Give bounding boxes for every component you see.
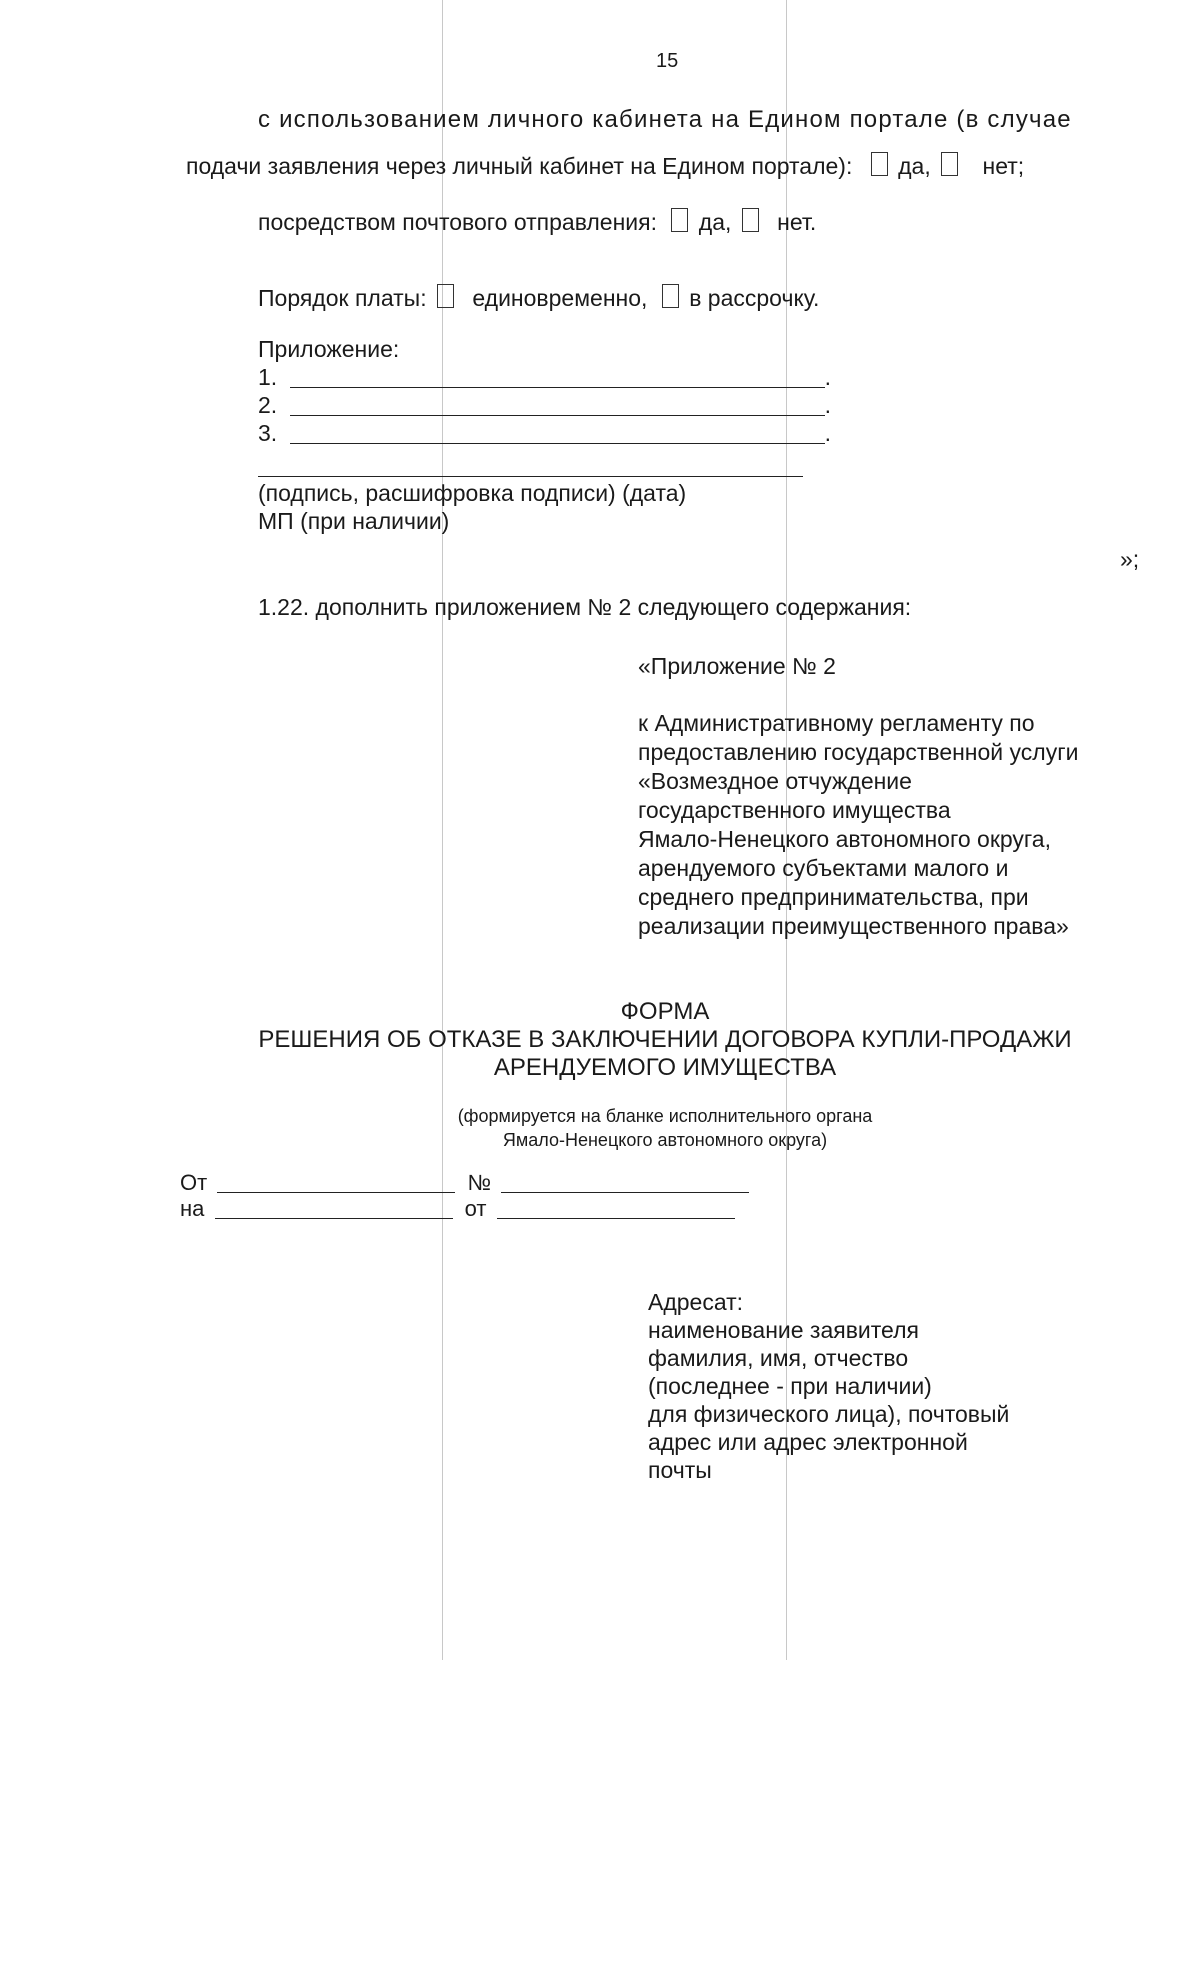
- addressee-line: Адресат:: [648, 1289, 744, 1315]
- attachment-line: «Возмездное отчуждение: [638, 768, 912, 794]
- form-note-1: (формируется на бланке исполнительного органа: [457, 1106, 873, 1126]
- post-no-checkbox[interactable]: [742, 208, 759, 232]
- reg-row-1: [180, 1170, 749, 1195]
- appendix-item-number: 2.: [258, 392, 278, 418]
- reg-row-2: [180, 1196, 735, 1221]
- payment-line: [258, 284, 819, 311]
- appendix-item-end: .: [824, 420, 831, 446]
- portal-no-checkbox[interactable]: [941, 152, 958, 176]
- addressee-line: (последнее - при наличии): [648, 1373, 932, 1399]
- payment-label: Порядок платы:: [258, 285, 427, 311]
- signature-line[interactable]: [258, 476, 803, 477]
- appendix-item-line[interactable]: [290, 387, 825, 388]
- post-yes-label: да,: [698, 209, 732, 235]
- appendix-item-number: 1.: [258, 364, 278, 390]
- attachment-line: к Административному регламенту по: [638, 710, 1035, 736]
- scan-line-left: [442, 0, 443, 1660]
- form-title-2: РЕШЕНИЯ ОБ ОТКАЗЕ В ЗАКЛЮЧЕНИИ ДОГОВОРА КУПЛИ-ПРОДАЖИ: [258, 1026, 1072, 1053]
- attachment-line: реализации преимущественного права»: [638, 913, 1069, 939]
- date-from-label: от: [464, 1196, 487, 1221]
- payment-single-checkbox[interactable]: [437, 284, 454, 308]
- addressee-block: [648, 1288, 1009, 1484]
- appendix-item-2: [258, 392, 831, 418]
- portal-yes-label: да,: [898, 153, 931, 179]
- portal-yes-checkbox[interactable]: [871, 152, 888, 176]
- payment-single-label: единовременно,: [472, 285, 648, 311]
- form-title-1: ФОРМА: [620, 998, 710, 1025]
- appendix-item-end: .: [824, 364, 831, 390]
- post-line: [258, 208, 816, 235]
- appendix-item-line[interactable]: [290, 415, 825, 416]
- appendix-label: Приложение:: [258, 336, 400, 362]
- appendix-item-1: [258, 364, 831, 390]
- attachment-line: государственного имущества: [638, 797, 951, 823]
- attachment-line: арендуемого субъектами малого и: [638, 855, 1009, 881]
- payment-installment-checkbox[interactable]: [662, 284, 679, 308]
- number-field[interactable]: [501, 1192, 749, 1193]
- appendix-item-line[interactable]: [290, 443, 825, 444]
- on-label: на: [180, 1196, 205, 1221]
- portal-line-1: с использованием личного кабинета на Едином портале (в случае: [258, 106, 1072, 133]
- addressee-line: фамилия, имя, отчество: [648, 1345, 909, 1371]
- closing-quote: »;: [1120, 546, 1140, 572]
- from-label: От: [180, 1170, 208, 1195]
- on-field[interactable]: [215, 1218, 453, 1219]
- stamp-note: МП (при наличии): [258, 508, 450, 534]
- post-no-label: нет.: [777, 209, 817, 235]
- addressee-line: почты: [648, 1457, 712, 1483]
- form-note-2: Ямало-Ненецкого автономного округа): [502, 1130, 828, 1150]
- form-title-3: АРЕНДУЕМОГО ИМУЩЕСТВА: [493, 1054, 837, 1081]
- attachment-line: Ямало-Ненецкого автономного округа,: [638, 826, 1051, 852]
- post-yes-checkbox[interactable]: [671, 208, 688, 232]
- from-field[interactable]: [217, 1192, 455, 1193]
- appendix-item-end: .: [824, 392, 831, 418]
- appendix-item-3: [258, 420, 831, 446]
- addressee-line: наименование заявителя: [648, 1317, 919, 1343]
- number-label: №: [467, 1170, 492, 1195]
- addressee-line: адрес или адрес электронной: [648, 1429, 968, 1455]
- attachment-line: среднего предпринимательства, при: [638, 884, 1029, 910]
- portal-no-label: нет;: [982, 153, 1025, 179]
- amendment-text: 1.22. дополнить приложением № 2 следующего содержания:: [258, 594, 912, 620]
- attachment-title: «Приложение № 2: [638, 653, 836, 679]
- date-field[interactable]: [497, 1218, 735, 1219]
- attachment-header: [638, 652, 1078, 941]
- portal-line-2: [186, 152, 1024, 179]
- appendix-item-number: 3.: [258, 420, 278, 446]
- payment-installment-label: в рассрочку.: [689, 285, 820, 311]
- attachment-line: предоставлению государственной услуги: [638, 739, 1079, 765]
- signature-caption: (подпись, расшифровка подписи) (дата): [258, 480, 687, 506]
- addressee-line: для физического лица), почтовый: [648, 1401, 1010, 1427]
- post-label: посредством почтового отправления:: [258, 209, 657, 235]
- portal-line-2-text: подачи заявления через личный кабинет на Едином портале):: [186, 153, 853, 179]
- page-number: 15: [656, 50, 679, 72]
